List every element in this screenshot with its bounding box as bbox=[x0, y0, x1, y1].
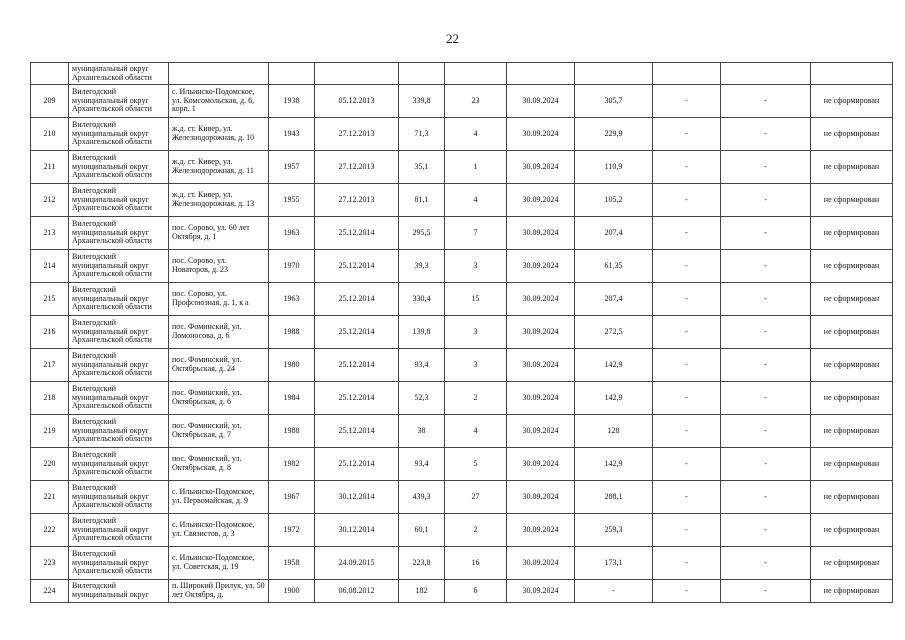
cell-dash-2: - bbox=[721, 217, 811, 250]
cell-date: 27.12.2013 bbox=[315, 184, 399, 217]
cell-municipality: муниципальный округ Архангельской области bbox=[69, 63, 169, 85]
cell-date2: 30.09.2024 bbox=[507, 547, 575, 580]
cell-number: 223 bbox=[31, 547, 69, 580]
cell-dash-1: - bbox=[653, 580, 721, 603]
cell-value: 142,9 bbox=[575, 349, 653, 382]
cell-area: 93,4 bbox=[399, 448, 445, 481]
table-row bbox=[31, 283, 893, 316]
cell-count: 6 bbox=[445, 580, 507, 603]
cell-date2: 30.09.2024 bbox=[507, 151, 575, 184]
cell-year: 1958 bbox=[269, 547, 315, 580]
cell-municipality: Вилегодский муниципальный округ Архангельской области bbox=[69, 514, 169, 547]
cell-municipality: Вилегодский муниципальный округ Архангельской области bbox=[69, 382, 169, 415]
cell-date2: 30.09.2024 bbox=[507, 316, 575, 349]
cell-municipality: Вилегодский муниципальный округ Архангельской области bbox=[69, 547, 169, 580]
table-row bbox=[31, 118, 893, 151]
cell-dash-1: - bbox=[653, 217, 721, 250]
cell-number: 218 bbox=[31, 382, 69, 415]
cell-date2: 30.09.2024 bbox=[507, 415, 575, 448]
table-row bbox=[31, 448, 893, 481]
cell-year: 1955 bbox=[269, 184, 315, 217]
cell-value: 61,35 bbox=[575, 250, 653, 283]
cell-date2: 30.09.2024 bbox=[507, 217, 575, 250]
cell-year: 1967 bbox=[269, 481, 315, 514]
table-row bbox=[31, 250, 893, 283]
cell-date: 25.12.2014 bbox=[315, 448, 399, 481]
cell-dash-1: - bbox=[653, 283, 721, 316]
cell-count: 15 bbox=[445, 283, 507, 316]
cell-count: 2 bbox=[445, 382, 507, 415]
cell-count: 16 bbox=[445, 547, 507, 580]
cell-status: не сформирован bbox=[811, 85, 893, 118]
cell-count: 7 bbox=[445, 217, 507, 250]
cell-municipality: Вилегодский муниципальный округ Архангельской области bbox=[69, 316, 169, 349]
table-row-continuation bbox=[31, 63, 893, 85]
cell-year: 1984 bbox=[269, 382, 315, 415]
cell-status: не сформирован bbox=[811, 151, 893, 184]
cell-dash-1: - bbox=[653, 514, 721, 547]
cell-dash-1: - bbox=[653, 184, 721, 217]
cell-status: не сформирован bbox=[811, 382, 893, 415]
cell-date2: 30.09.2024 bbox=[507, 580, 575, 603]
page-number: 22 bbox=[446, 31, 459, 46]
cell-address: пос. Фоминский, ул. Ломоносова, д. 6 bbox=[169, 316, 269, 349]
cell-value: 128 bbox=[575, 415, 653, 448]
cell-area: 93,4 bbox=[399, 349, 445, 382]
cell-municipality: Вилегодский муниципальный округ Архангельской области bbox=[69, 85, 169, 118]
cell-count: 1 bbox=[445, 151, 507, 184]
cell-dash-1: - bbox=[653, 316, 721, 349]
cell-status: не сформирован bbox=[811, 283, 893, 316]
cell-date: 05.12.2013 bbox=[315, 85, 399, 118]
cell-date: 25.12.2014 bbox=[315, 382, 399, 415]
table-row bbox=[31, 415, 893, 448]
cell-area: 182 bbox=[399, 580, 445, 603]
cell-status: не сформирован bbox=[811, 217, 893, 250]
cell-dash-2: - bbox=[721, 481, 811, 514]
cell-dash-2: - bbox=[721, 448, 811, 481]
cell-dash-1: - bbox=[653, 151, 721, 184]
cell-value: 142,9 bbox=[575, 448, 653, 481]
cell-status: не сформирован bbox=[811, 316, 893, 349]
cell-area: 60,1 bbox=[399, 514, 445, 547]
cell-address: пос. Сорово, ул. Новаторов, д. 23 bbox=[169, 250, 269, 283]
cell-status: не сформирован bbox=[811, 547, 893, 580]
cell-value: 259,3 bbox=[575, 514, 653, 547]
cell-number: 216 bbox=[31, 316, 69, 349]
cell-area: 139,8 bbox=[399, 316, 445, 349]
cell-status: не сформирован bbox=[811, 118, 893, 151]
cell-dash-2: - bbox=[721, 580, 811, 603]
table-row bbox=[31, 382, 893, 415]
table-row bbox=[31, 349, 893, 382]
cell-address: пос. Сорово, ул. Профсоюзная, д. 1, к а bbox=[169, 283, 269, 316]
cell-status: не сформирован bbox=[811, 349, 893, 382]
cell-year: 1980 bbox=[269, 349, 315, 382]
cell-status: не сформирован bbox=[811, 481, 893, 514]
cell-address: пос. Фоминский, ул. Октябрьская, д. 6 bbox=[169, 382, 269, 415]
cell-date: 25.12.2014 bbox=[315, 316, 399, 349]
cell-address: с. Ильинско-Подомское, ул. Советская, д. 19 bbox=[169, 547, 269, 580]
cell-value: 105,2 bbox=[575, 184, 653, 217]
cell-year: 1943 bbox=[269, 118, 315, 151]
cell-year: 1900 bbox=[269, 580, 315, 603]
cell-count: 4 bbox=[445, 184, 507, 217]
cell-value: 142,9 bbox=[575, 382, 653, 415]
cell-date2: 30.09.2024 bbox=[507, 514, 575, 547]
cell-date: 25.12.2014 bbox=[315, 250, 399, 283]
cell-dash-1: - bbox=[653, 448, 721, 481]
cell-number: 214 bbox=[31, 250, 69, 283]
cell-address: с. Ильинско-Подомское, ул. Связистов, д. 3 bbox=[169, 514, 269, 547]
cell-dash-2: - bbox=[721, 151, 811, 184]
cell-area: 295,5 bbox=[399, 217, 445, 250]
cell-date: 30.12.2014 bbox=[315, 481, 399, 514]
cell-number: 217 bbox=[31, 349, 69, 382]
cell-number: 209 bbox=[31, 85, 69, 118]
cell-date: 25.12.2014 bbox=[315, 349, 399, 382]
cell-year: 1963 bbox=[269, 283, 315, 316]
cell-dash-1: - bbox=[653, 382, 721, 415]
cell-area: 339,8 bbox=[399, 85, 445, 118]
cell-municipality: Вилегодский муниципальный округ Архангельской области bbox=[69, 481, 169, 514]
cell-number: 224 bbox=[31, 580, 69, 603]
cell-date: 27.12.2013 bbox=[315, 118, 399, 151]
cell-dash-1: - bbox=[653, 118, 721, 151]
cell-municipality: Вилегодский муниципальный округ Архангельской области bbox=[69, 217, 169, 250]
cell-count: 5 bbox=[445, 448, 507, 481]
cell-municipality: Вилегодский муниципальный округ Архангельской области bbox=[69, 250, 169, 283]
cell-address: пос. Фоминский, ул. Октябрьская, д. 8 bbox=[169, 448, 269, 481]
cell-date2: 30.09.2024 bbox=[507, 481, 575, 514]
cell-address: пос. Сорово, ул. 60 лет Октября, д. 1 bbox=[169, 217, 269, 250]
table-row bbox=[31, 580, 893, 603]
cell-dash-2: - bbox=[721, 283, 811, 316]
cell-date2: 30.09.2024 bbox=[507, 349, 575, 382]
cell-address: с. Ильинско-Подомское, ул. Первомайская, д. 9 bbox=[169, 481, 269, 514]
cell-year: 1972 bbox=[269, 514, 315, 547]
cell-date: 06.08.2012 bbox=[315, 580, 399, 603]
cell-year: 1938 bbox=[269, 85, 315, 118]
cell-year: 1988 bbox=[269, 316, 315, 349]
cell-value: 110,9 bbox=[575, 151, 653, 184]
cell-number: 211 bbox=[31, 151, 69, 184]
cell-value: 229,9 bbox=[575, 118, 653, 151]
cell-dash-2: - bbox=[721, 514, 811, 547]
cell-year: 1970 bbox=[269, 250, 315, 283]
cell-area: 35,1 bbox=[399, 151, 445, 184]
cell-dash-1: - bbox=[653, 547, 721, 580]
cell-area: 39,3 bbox=[399, 250, 445, 283]
cell-number: 210 bbox=[31, 118, 69, 151]
cell-date: 25.12.2014 bbox=[315, 283, 399, 316]
cell-date: 30.12.2014 bbox=[315, 514, 399, 547]
cell-dash-2: - bbox=[721, 382, 811, 415]
table-row bbox=[31, 316, 893, 349]
cell-value: 272,5 bbox=[575, 316, 653, 349]
cell-dash-1: - bbox=[653, 85, 721, 118]
cell-municipality: Вилегодский муниципальный округ Архангельской области bbox=[69, 283, 169, 316]
cell-value: - bbox=[575, 580, 653, 603]
cell-value: 173,1 bbox=[575, 547, 653, 580]
cell-address: п. Широкий Прилук, ул. 50 лет Октября, д. bbox=[169, 580, 269, 603]
cell-status: не сформирован bbox=[811, 184, 893, 217]
cell-value: 207,4 bbox=[575, 283, 653, 316]
cell-dash-2: - bbox=[721, 250, 811, 283]
cell-status: не сформирован bbox=[811, 514, 893, 547]
cell-dash-2: - bbox=[721, 349, 811, 382]
cell-municipality: Вилегодский муниципальный округ Архангельской области bbox=[69, 184, 169, 217]
cell-date2: 30.09.2024 bbox=[507, 382, 575, 415]
cell-number: 215 bbox=[31, 283, 69, 316]
cell-year: 1957 bbox=[269, 151, 315, 184]
cell-dash-2: - bbox=[721, 118, 811, 151]
cell-status: не сформирован bbox=[811, 448, 893, 481]
cell-year: 1988 bbox=[269, 415, 315, 448]
cell-number: 221 bbox=[31, 481, 69, 514]
cell-status: не сформирован bbox=[811, 250, 893, 283]
cell-count: 4 bbox=[445, 118, 507, 151]
cell-count: 23 bbox=[445, 85, 507, 118]
cell-dash-1: - bbox=[653, 250, 721, 283]
cell-number: 219 bbox=[31, 415, 69, 448]
cell-address: с. Ильинско-Подомское, ул. Комсомольская, д. 6, корп. 1 bbox=[169, 85, 269, 118]
cell-address: пос. Фоминский, ул. Октябрьская, д. 7 bbox=[169, 415, 269, 448]
cell-count: 2 bbox=[445, 514, 507, 547]
cell-status: не сформирован bbox=[811, 580, 893, 603]
cell-municipality: Вилегодский муниципальный округ Архангельской области bbox=[69, 415, 169, 448]
cell-date2: 30.09.2024 bbox=[507, 118, 575, 151]
cell-municipality: Вилегодский муниципальный округ Архангельской области bbox=[69, 151, 169, 184]
cell-dash-2: - bbox=[721, 415, 811, 448]
cell-value: 207,4 bbox=[575, 217, 653, 250]
cell-date2: 30.09.2024 bbox=[507, 85, 575, 118]
cell-municipality: Вилегодский муниципальный округ Архангельской области bbox=[69, 349, 169, 382]
cell-area: 38 bbox=[399, 415, 445, 448]
cell-municipality: Вилегодский муниципальный округ Архангельской области bbox=[69, 118, 169, 151]
cell-value: 305,7 bbox=[575, 85, 653, 118]
cell-date2: 30.09.2024 bbox=[507, 184, 575, 217]
cell-count: 4 bbox=[445, 415, 507, 448]
cell-date: 25.12.2014 bbox=[315, 217, 399, 250]
cell-address: ж.д. ст. Кивер, ул. Железнодорожная, д. 13 bbox=[169, 184, 269, 217]
cell-count: 3 bbox=[445, 316, 507, 349]
cell-count: 3 bbox=[445, 250, 507, 283]
table-row bbox=[31, 217, 893, 250]
cell-year: 1982 bbox=[269, 448, 315, 481]
cell-address: ж.д. ст. Кивер, ул. Железнодорожная, д. 10 bbox=[169, 118, 269, 151]
table-row bbox=[31, 184, 893, 217]
cell-dash-2: - bbox=[721, 316, 811, 349]
table-row bbox=[31, 85, 893, 118]
cell-area: 52,3 bbox=[399, 382, 445, 415]
table-body bbox=[31, 63, 893, 603]
table-row bbox=[31, 514, 893, 547]
cell-area: 71,3 bbox=[399, 118, 445, 151]
cell-count: 27 bbox=[445, 481, 507, 514]
cell-dash-2: - bbox=[721, 547, 811, 580]
cell-address: ж.д. ст. Кивер, ул. Железнодорожная, д. 11 bbox=[169, 151, 269, 184]
cell-number: 212 bbox=[31, 184, 69, 217]
cell-year: 1963 bbox=[269, 217, 315, 250]
table-row bbox=[31, 547, 893, 580]
cell-status: не сформирован bbox=[811, 415, 893, 448]
cell-dash-1: - bbox=[653, 349, 721, 382]
table-row bbox=[31, 481, 893, 514]
cell-value: 288,1 bbox=[575, 481, 653, 514]
cell-count: 3 bbox=[445, 349, 507, 382]
table-row bbox=[31, 151, 893, 184]
cell-area: 439,3 bbox=[399, 481, 445, 514]
cell-date2: 30.09.2024 bbox=[507, 283, 575, 316]
cell-number: 220 bbox=[31, 448, 69, 481]
cell-dash-2: - bbox=[721, 85, 811, 118]
housing-register-table bbox=[30, 62, 893, 603]
cell-number: 213 bbox=[31, 217, 69, 250]
cell-date2: 30.09.2024 bbox=[507, 448, 575, 481]
cell-number: 222 bbox=[31, 514, 69, 547]
cell-date: 27.12.2013 bbox=[315, 151, 399, 184]
cell-municipality: Вилегодский муниципальный округ bbox=[69, 580, 169, 603]
cell-dash-1: - bbox=[653, 481, 721, 514]
cell-date: 24.09.2015 bbox=[315, 547, 399, 580]
cell-date2: 30.09.2024 bbox=[507, 250, 575, 283]
cell-dash-2: - bbox=[721, 184, 811, 217]
cell-date: 25.12.2014 bbox=[315, 415, 399, 448]
cell-area: 330,4 bbox=[399, 283, 445, 316]
cell-municipality: Вилегодский муниципальный округ Архангельской области bbox=[69, 448, 169, 481]
cell-dash-1: - bbox=[653, 415, 721, 448]
cell-area: 81,1 bbox=[399, 184, 445, 217]
cell-area: 223,8 bbox=[399, 547, 445, 580]
cell-address: пос. Фоминский, ул. Октябрьская, д. 24 bbox=[169, 349, 269, 382]
